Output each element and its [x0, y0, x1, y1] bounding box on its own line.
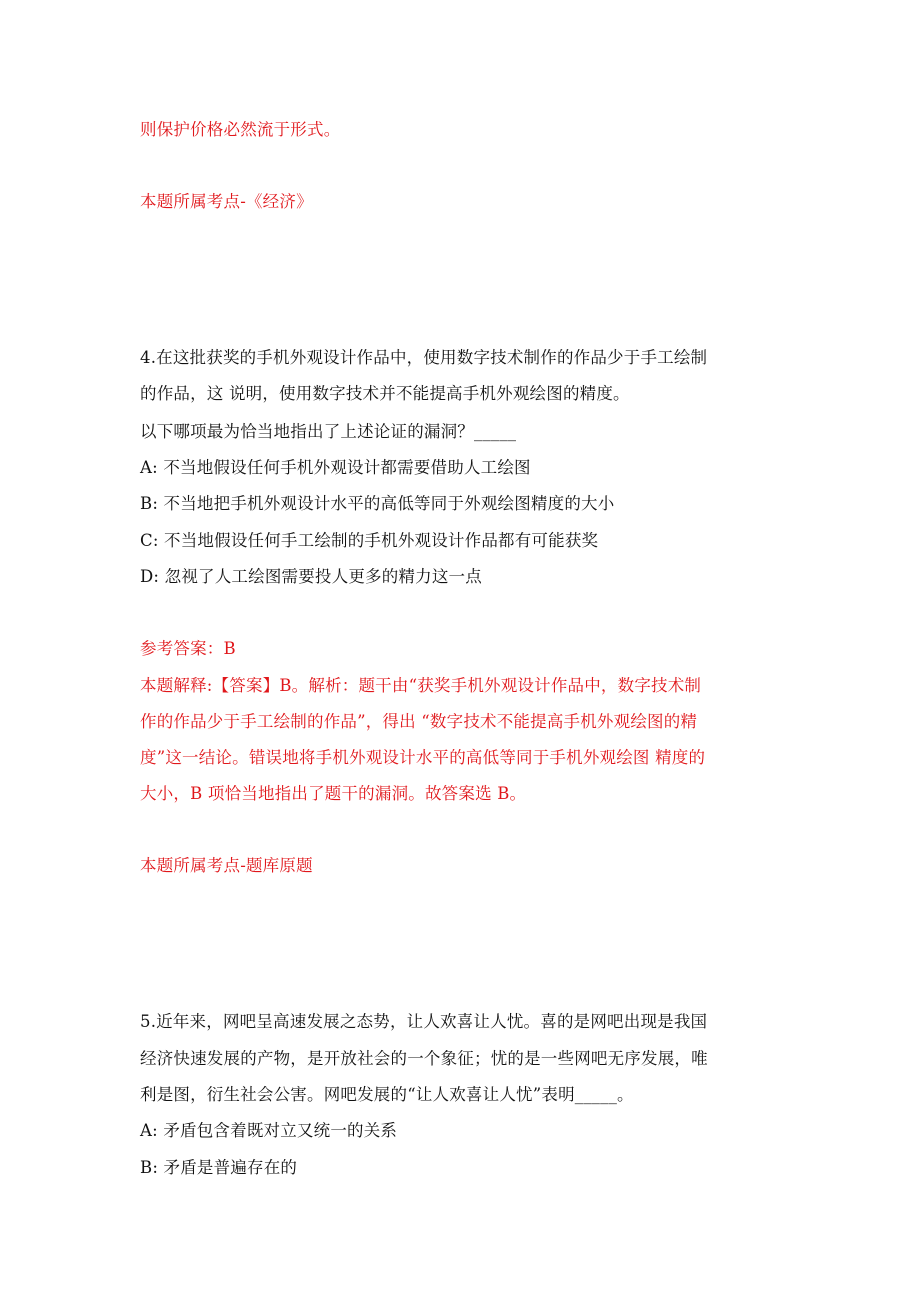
q5-stem-line: 经济快速发展的产物，是开放社会的一个象征；忧的是一些网吧无序发展，唯: [140, 1049, 708, 1068]
q4-option-d: D: 忽视了人工绘图需要投人更多的精力这一点: [140, 567, 482, 586]
prev-answer-tail: 则保护价格必然流于形式。: [140, 120, 341, 139]
q4-option-a: A: 不当地假设任何手机外观设计都需要借助人工绘图: [140, 458, 531, 477]
q4-topic: 本题所属考点-题库原题: [140, 856, 313, 875]
q4-explanation-line: 度”这一结论。错误地将手机外观设计水平的高低等同于手机外观绘图 精度的: [140, 748, 706, 767]
prev-topic: 本题所属考点-《经济》: [140, 192, 313, 211]
q4-explanation-line: 作的作品少于手工绘制的作品”，得出 “数字技术不能提高手机外观绘图的精: [140, 712, 698, 731]
q5-stem-line: 5.近年来，网吧呈高速发展之态势，让人欢喜让人忧。喜的是网吧出现是我国: [140, 1012, 708, 1031]
q4-stem-line: 的作品，这 说明，使用数字技术并不能提高手机外观绘图的精度。: [140, 384, 630, 403]
q4-stem-line: 4.在这批获奖的手机外观设计作品中，使用数字技术制作的作品少于手工绘制: [140, 348, 708, 367]
q5-option-b: B: 矛盾是普遍存在的: [140, 1158, 298, 1177]
q4-explanation-line: 本题解释:【答案】B。解析：题干由“获奖手机外观设计作品中，数字技术制: [140, 676, 702, 695]
q5-option-a: A: 矛盾包含着既对立又统一的关系: [140, 1121, 398, 1140]
q4-answer: 参考答案：B: [140, 639, 236, 658]
q4-stem-line: 以下哪项最为恰当地指出了上述论证的漏洞？_____: [140, 422, 517, 441]
q4-option-b: B: 不当地把手机外观设计水平的高低等同于外观绘图精度的大小: [140, 494, 615, 513]
q5-stem-line: 利是图，衍生社会公害。网吧发展的“让人欢喜让人忧”表明_____。: [140, 1085, 634, 1104]
q4-explanation-line: 大小，B 项恰当地指出了题干的漏洞。故答案选 B。: [140, 784, 527, 803]
q4-option-c: C: 不当地假设任何手工绘制的手机外观设计作品都有可能获奖: [140, 531, 599, 550]
